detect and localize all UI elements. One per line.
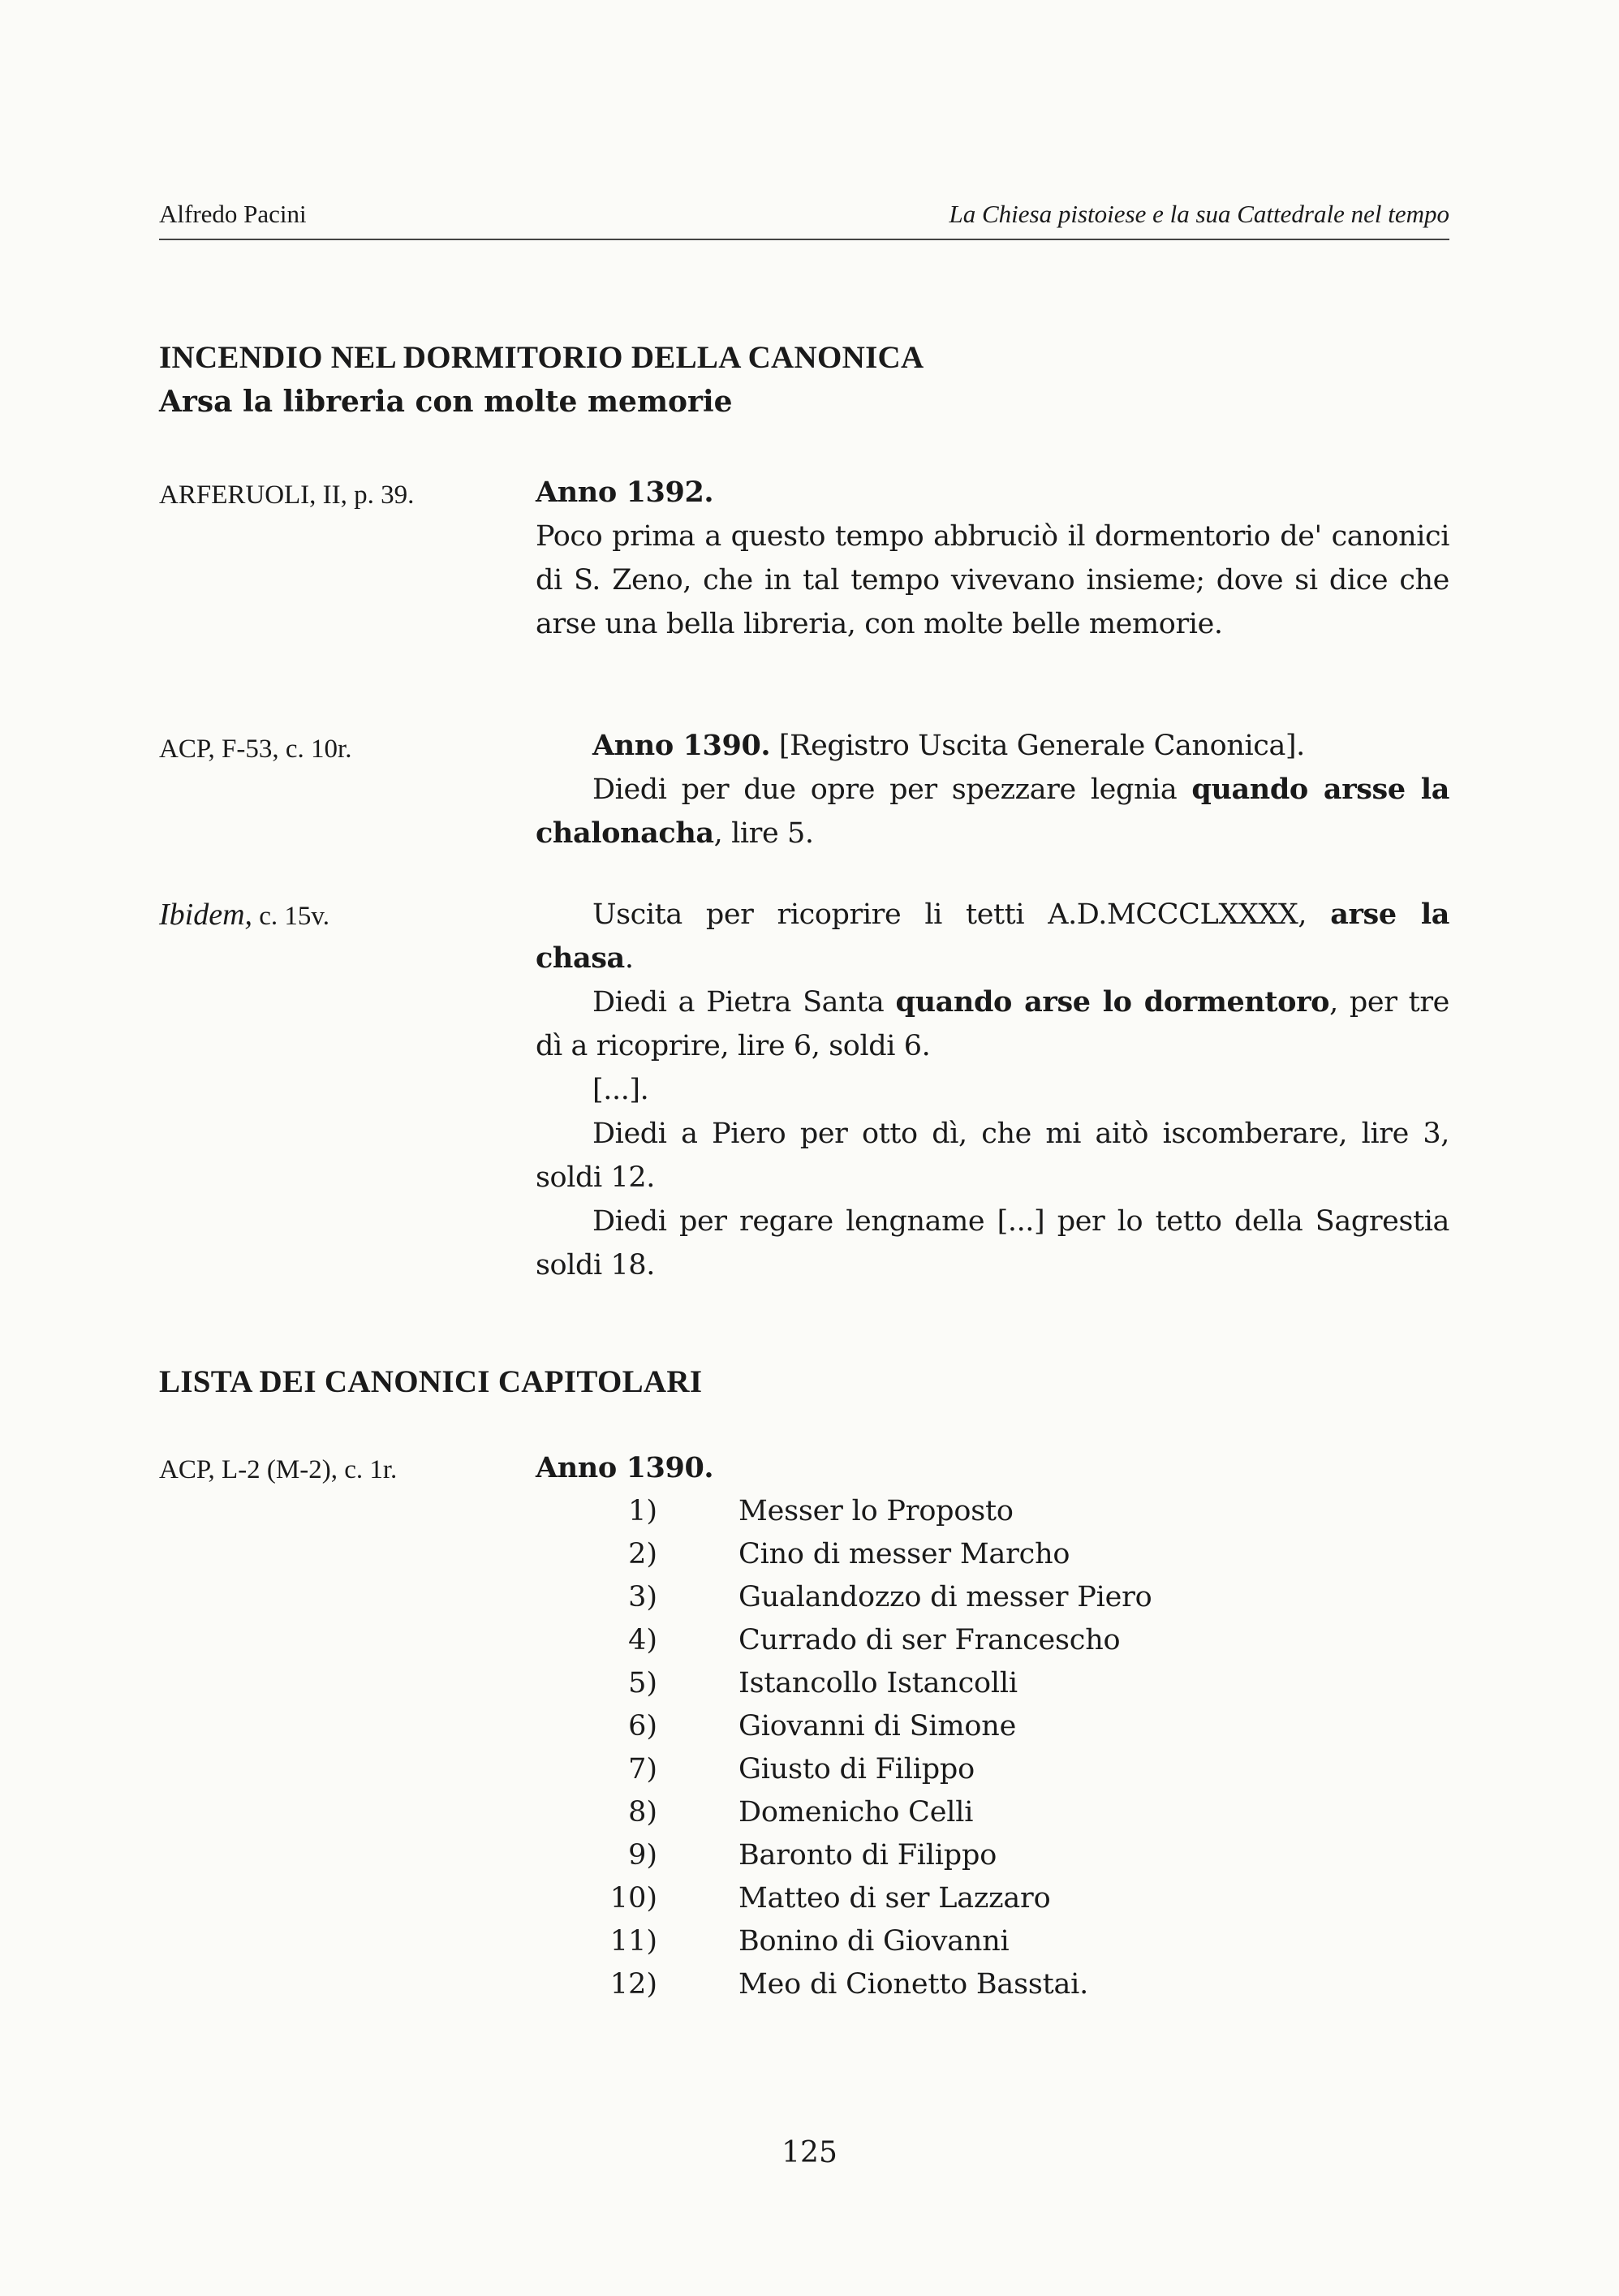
entry-registro-uscita xyxy=(536,724,1449,855)
page-number: 125 xyxy=(782,2136,837,2169)
canonici-list xyxy=(536,1490,1449,2006)
list-item-name: Istancollo Istancolli xyxy=(738,1667,1018,1699)
source-ibidem-italic: Ibidem, xyxy=(159,898,253,932)
list-item-number: 2) xyxy=(628,1538,657,1570)
list-item xyxy=(536,1490,1449,1533)
list-item xyxy=(536,1791,1449,1834)
list-item-name: Domenicho Celli xyxy=(738,1796,974,1829)
source-acp-f53: ACP, F-53, c. 10r. xyxy=(159,734,352,764)
list-item xyxy=(536,1920,1449,1963)
entry-text-piero: Diedi a Piero per otto dì, che mi aitò iscomberare, lire 3, soldi 12. xyxy=(536,1118,1449,1194)
list-item xyxy=(536,1963,1449,2006)
entry-text-end: , per tre dì a ricoprire, lire 6, soldi 6. xyxy=(536,986,1449,1062)
list-item-number: 9) xyxy=(628,1839,657,1872)
list-item-name: Baronto di Filippo xyxy=(738,1839,997,1872)
list-item-number: 8) xyxy=(628,1796,657,1829)
list-item-number: 6) xyxy=(628,1710,657,1742)
entry-highlight: arse la chasa xyxy=(536,898,1450,975)
list-item-number: 4) xyxy=(628,1624,657,1656)
list-item-name: Giusto di Filippo xyxy=(738,1753,975,1786)
header-book-title: La Chiesa pistoiese e la sua Cattedrale nel tempo xyxy=(949,200,1449,228)
list-item xyxy=(536,1662,1449,1705)
section-title-canonici: LISTA DEI CANONICI CAPITOLARI xyxy=(159,1364,703,1399)
source-arferuoli: ARFERUOLI, II, p. 39. xyxy=(159,480,415,510)
entry-year: Anno 1390. xyxy=(536,1451,714,1484)
list-item xyxy=(536,1834,1449,1877)
list-item-number: 3) xyxy=(628,1581,657,1613)
list-item-number: 10) xyxy=(609,1882,657,1915)
entry-text-end: , lire 5. xyxy=(713,817,814,850)
list-item xyxy=(536,1748,1449,1791)
list-item-number: 5) xyxy=(628,1667,657,1699)
list-item-name: Matteo di ser Lazzaro xyxy=(738,1882,1051,1915)
entry-ibidem xyxy=(536,893,1449,1287)
list-item xyxy=(536,1533,1449,1576)
list-item-name: Meo di Cionetto Basstai. xyxy=(738,1968,1089,2001)
list-item-name: Cino di messer Marcho xyxy=(738,1538,1070,1570)
list-item-name: Messer lo Proposto xyxy=(738,1495,1014,1527)
entry-text-sagrestia: Diedi per regare lengname [...] per lo tetto della Sagrestia soldi 18. xyxy=(536,1205,1449,1282)
entry-canonici-year xyxy=(536,1446,1449,1490)
entry-ellipsis: [...]. xyxy=(592,1074,649,1106)
list-item xyxy=(536,1619,1449,1662)
section-title-incendio: INCENDIO NEL DORMITORIO DELLA CANONICA xyxy=(159,340,924,375)
running-header xyxy=(159,200,1449,229)
entry-highlight: quando arse lo dormentoro xyxy=(895,985,1330,1019)
list-item-name: Currado di ser Francescho xyxy=(738,1624,1121,1656)
list-item xyxy=(536,1576,1449,1619)
entry-text-end: . xyxy=(624,942,634,975)
list-item-number: 12) xyxy=(609,1968,657,2001)
list-item xyxy=(536,1877,1449,1920)
list-item-name: Bonino di Giovanni xyxy=(738,1925,1010,1958)
entry-year: Anno 1392. xyxy=(536,476,714,509)
entry-register-note: [Registro Uscita Generale Canonica]. xyxy=(770,730,1305,762)
entry-year: Anno 1390. xyxy=(592,729,771,762)
source-acp-l2: ACP, L-2 (M-2), c. 1r. xyxy=(159,1455,398,1484)
header-author: Alfredo Pacini xyxy=(159,200,307,228)
list-item-number: 11) xyxy=(609,1925,657,1958)
header-rule xyxy=(159,239,1449,240)
entry-text: Diedi per due opre per spezzare legnia xyxy=(592,773,1192,806)
list-item-number: 1) xyxy=(628,1495,657,1527)
entry-arferuoli xyxy=(536,471,1449,646)
entry-text: Diedi a Pietra Santa xyxy=(592,986,896,1019)
entry-highlight: quando arsse la chalonacha xyxy=(536,773,1449,850)
list-item-name: Giovanni di Simone xyxy=(738,1710,1017,1742)
section-subtitle-libreria: Arsa la libreria con molte memorie xyxy=(159,385,733,419)
list-item-name: Gualandozzo di messer Piero xyxy=(738,1581,1152,1613)
list-item xyxy=(536,1705,1449,1748)
list-item-number: 7) xyxy=(628,1753,657,1786)
entry-text: Uscita per ricoprire li tetti A.D.MCCCLXXXX, xyxy=(592,898,1331,931)
source-ibidem xyxy=(159,897,329,933)
source-ibidem-rest: c. 15v. xyxy=(252,902,330,931)
entry-text: Poco prima a questo tempo abbruciò il dormentorio de' canonici di S. Zeno, che in tal tempo vivevano insieme; dove si dice che arse una bella libreria, con molte belle memorie. xyxy=(536,520,1449,640)
